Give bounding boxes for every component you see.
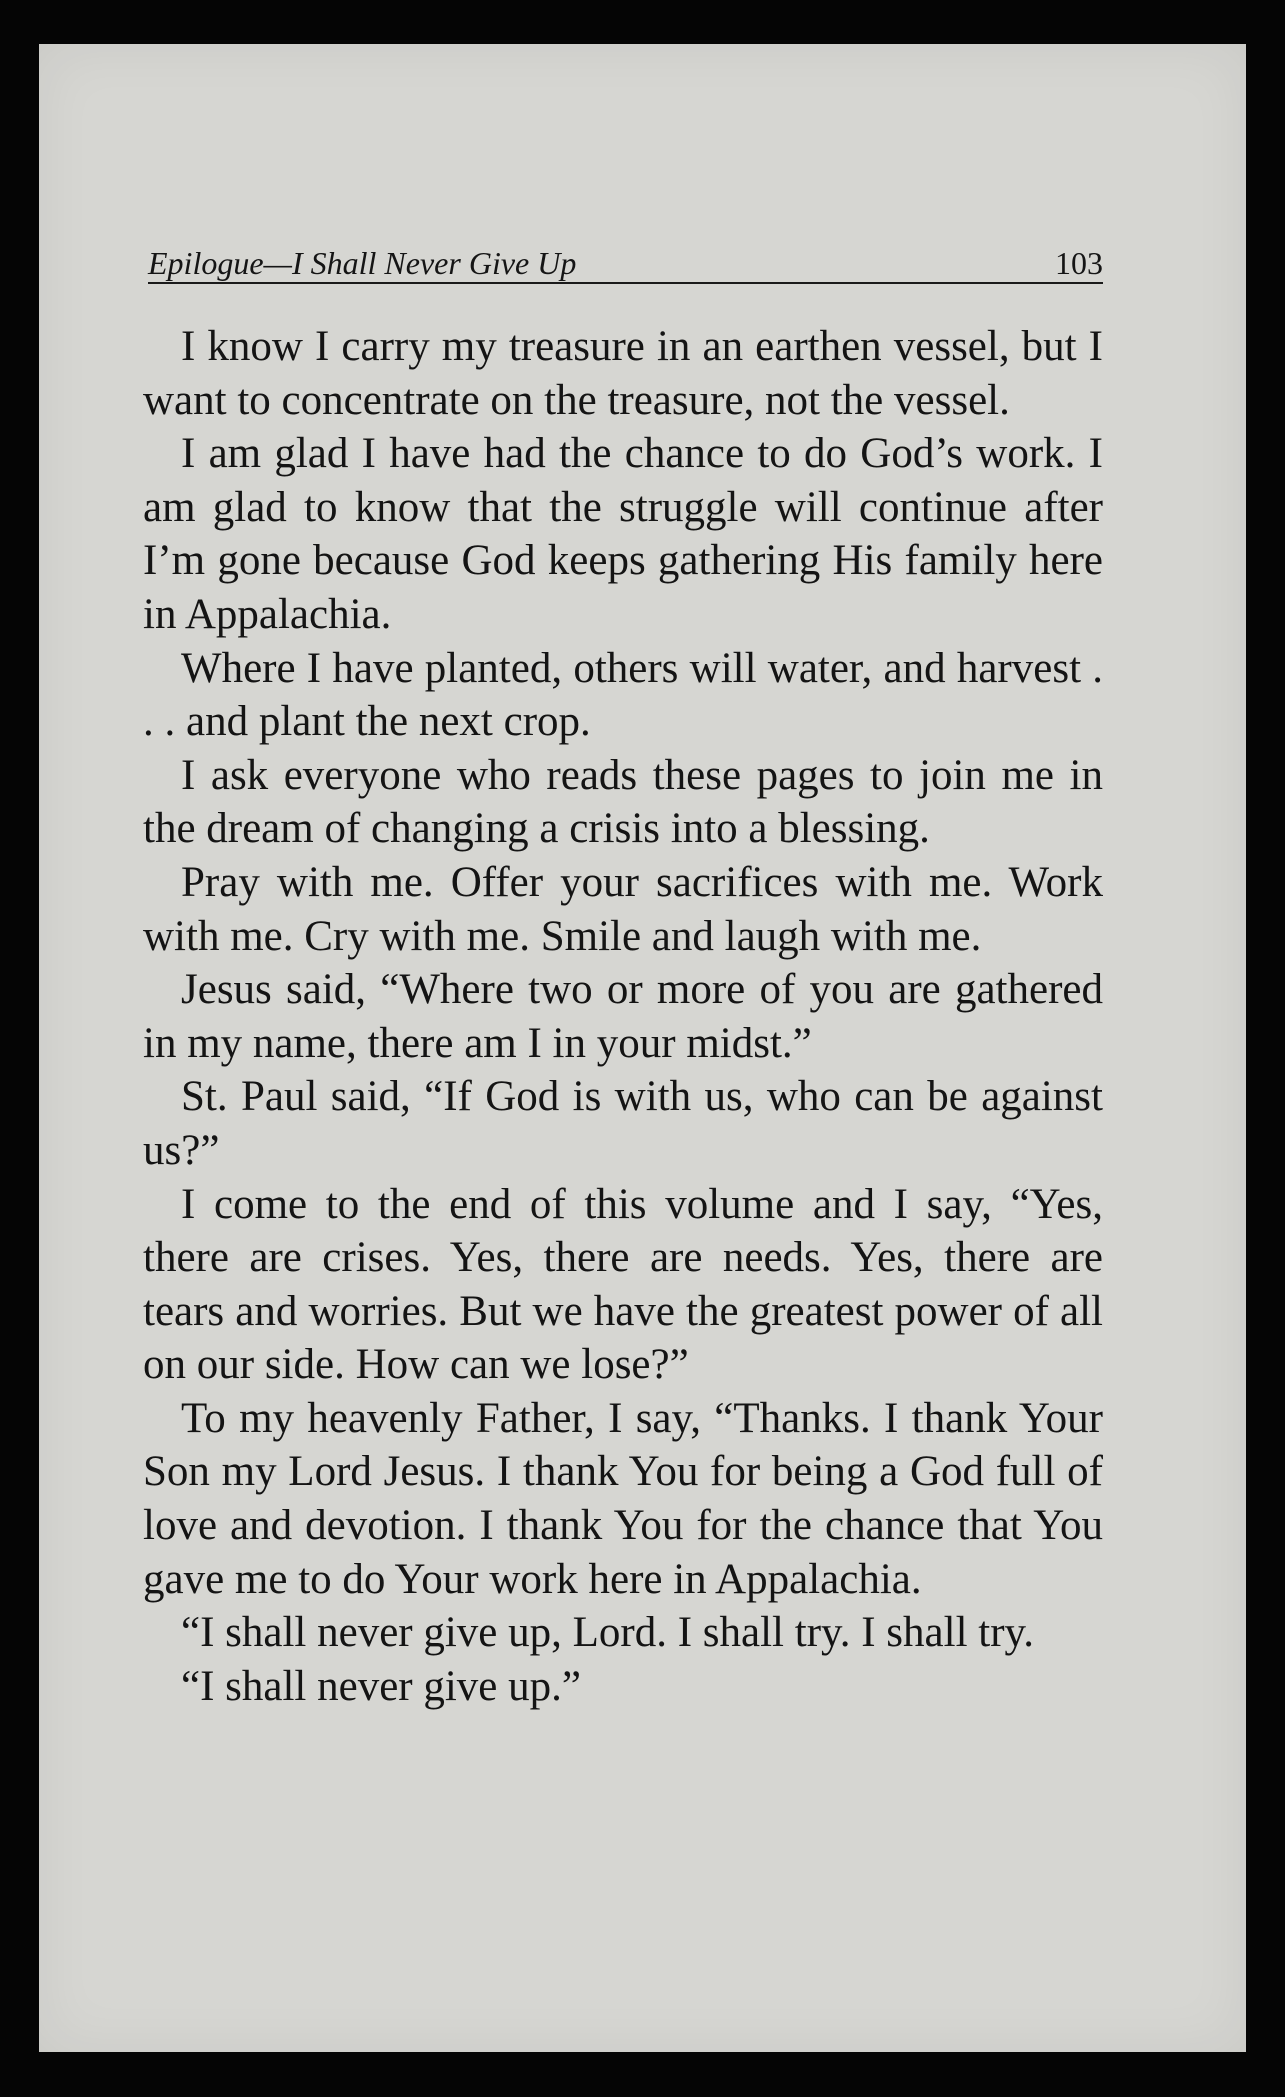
paragraph: I come to the end of this volume and I say, “Yes, there are crises. Yes, there are needs. Yes, there are tears and worries. But we have the greatest power of all on our side. How can we lose?” bbox=[143, 1180, 1103, 1389]
paragraph: “I shall never give up.” bbox=[181, 1662, 581, 1710]
paragraph: Where I have planted, others will water, and harvest . . . and plant the next crop. bbox=[143, 644, 1103, 746]
body-text bbox=[143, 320, 1103, 1713]
paragraph: I know I carry my treasure in an earthen vessel, but I want to concentrate on the treasure, not the vessel. bbox=[143, 323, 1103, 424]
paragraph: St. Paul said, “If God is with us, who can be against us?” bbox=[143, 1073, 1103, 1174]
paragraph: Jesus said, “Where two or more of you are gathered in my name, there am I in your midst.” bbox=[143, 966, 1103, 1067]
paragraph: Pray with me. Offer your sacrifices with me. Work with me. Cry with me. Smile and laugh with me. bbox=[143, 858, 1103, 960]
running-head: Epilogue—I Shall Never Give Up bbox=[148, 245, 577, 281]
paragraph: To my heavenly Father, I say, “Thanks. I thank Your Son my Lord Jesus. I thank You for being a God full of love and devotion. I thank You for the chance that You gave me to do Your work here in Appalachia. bbox=[143, 1394, 1103, 1603]
paragraph: “I shall never give up, Lord. I shall try. I shall try. bbox=[181, 1609, 1034, 1657]
paragraph: I ask everyone who reads these pages to join me in the dream of changing a crisis into a blessing. bbox=[143, 751, 1103, 853]
paragraph: I am glad I have had the chance to do God’s work. I am glad to know that the struggle will continue after I’m gone because God keeps gathering His family here in Appalachia. bbox=[143, 430, 1103, 638]
page-number: 103 bbox=[1055, 245, 1103, 281]
page-header bbox=[148, 238, 1103, 284]
